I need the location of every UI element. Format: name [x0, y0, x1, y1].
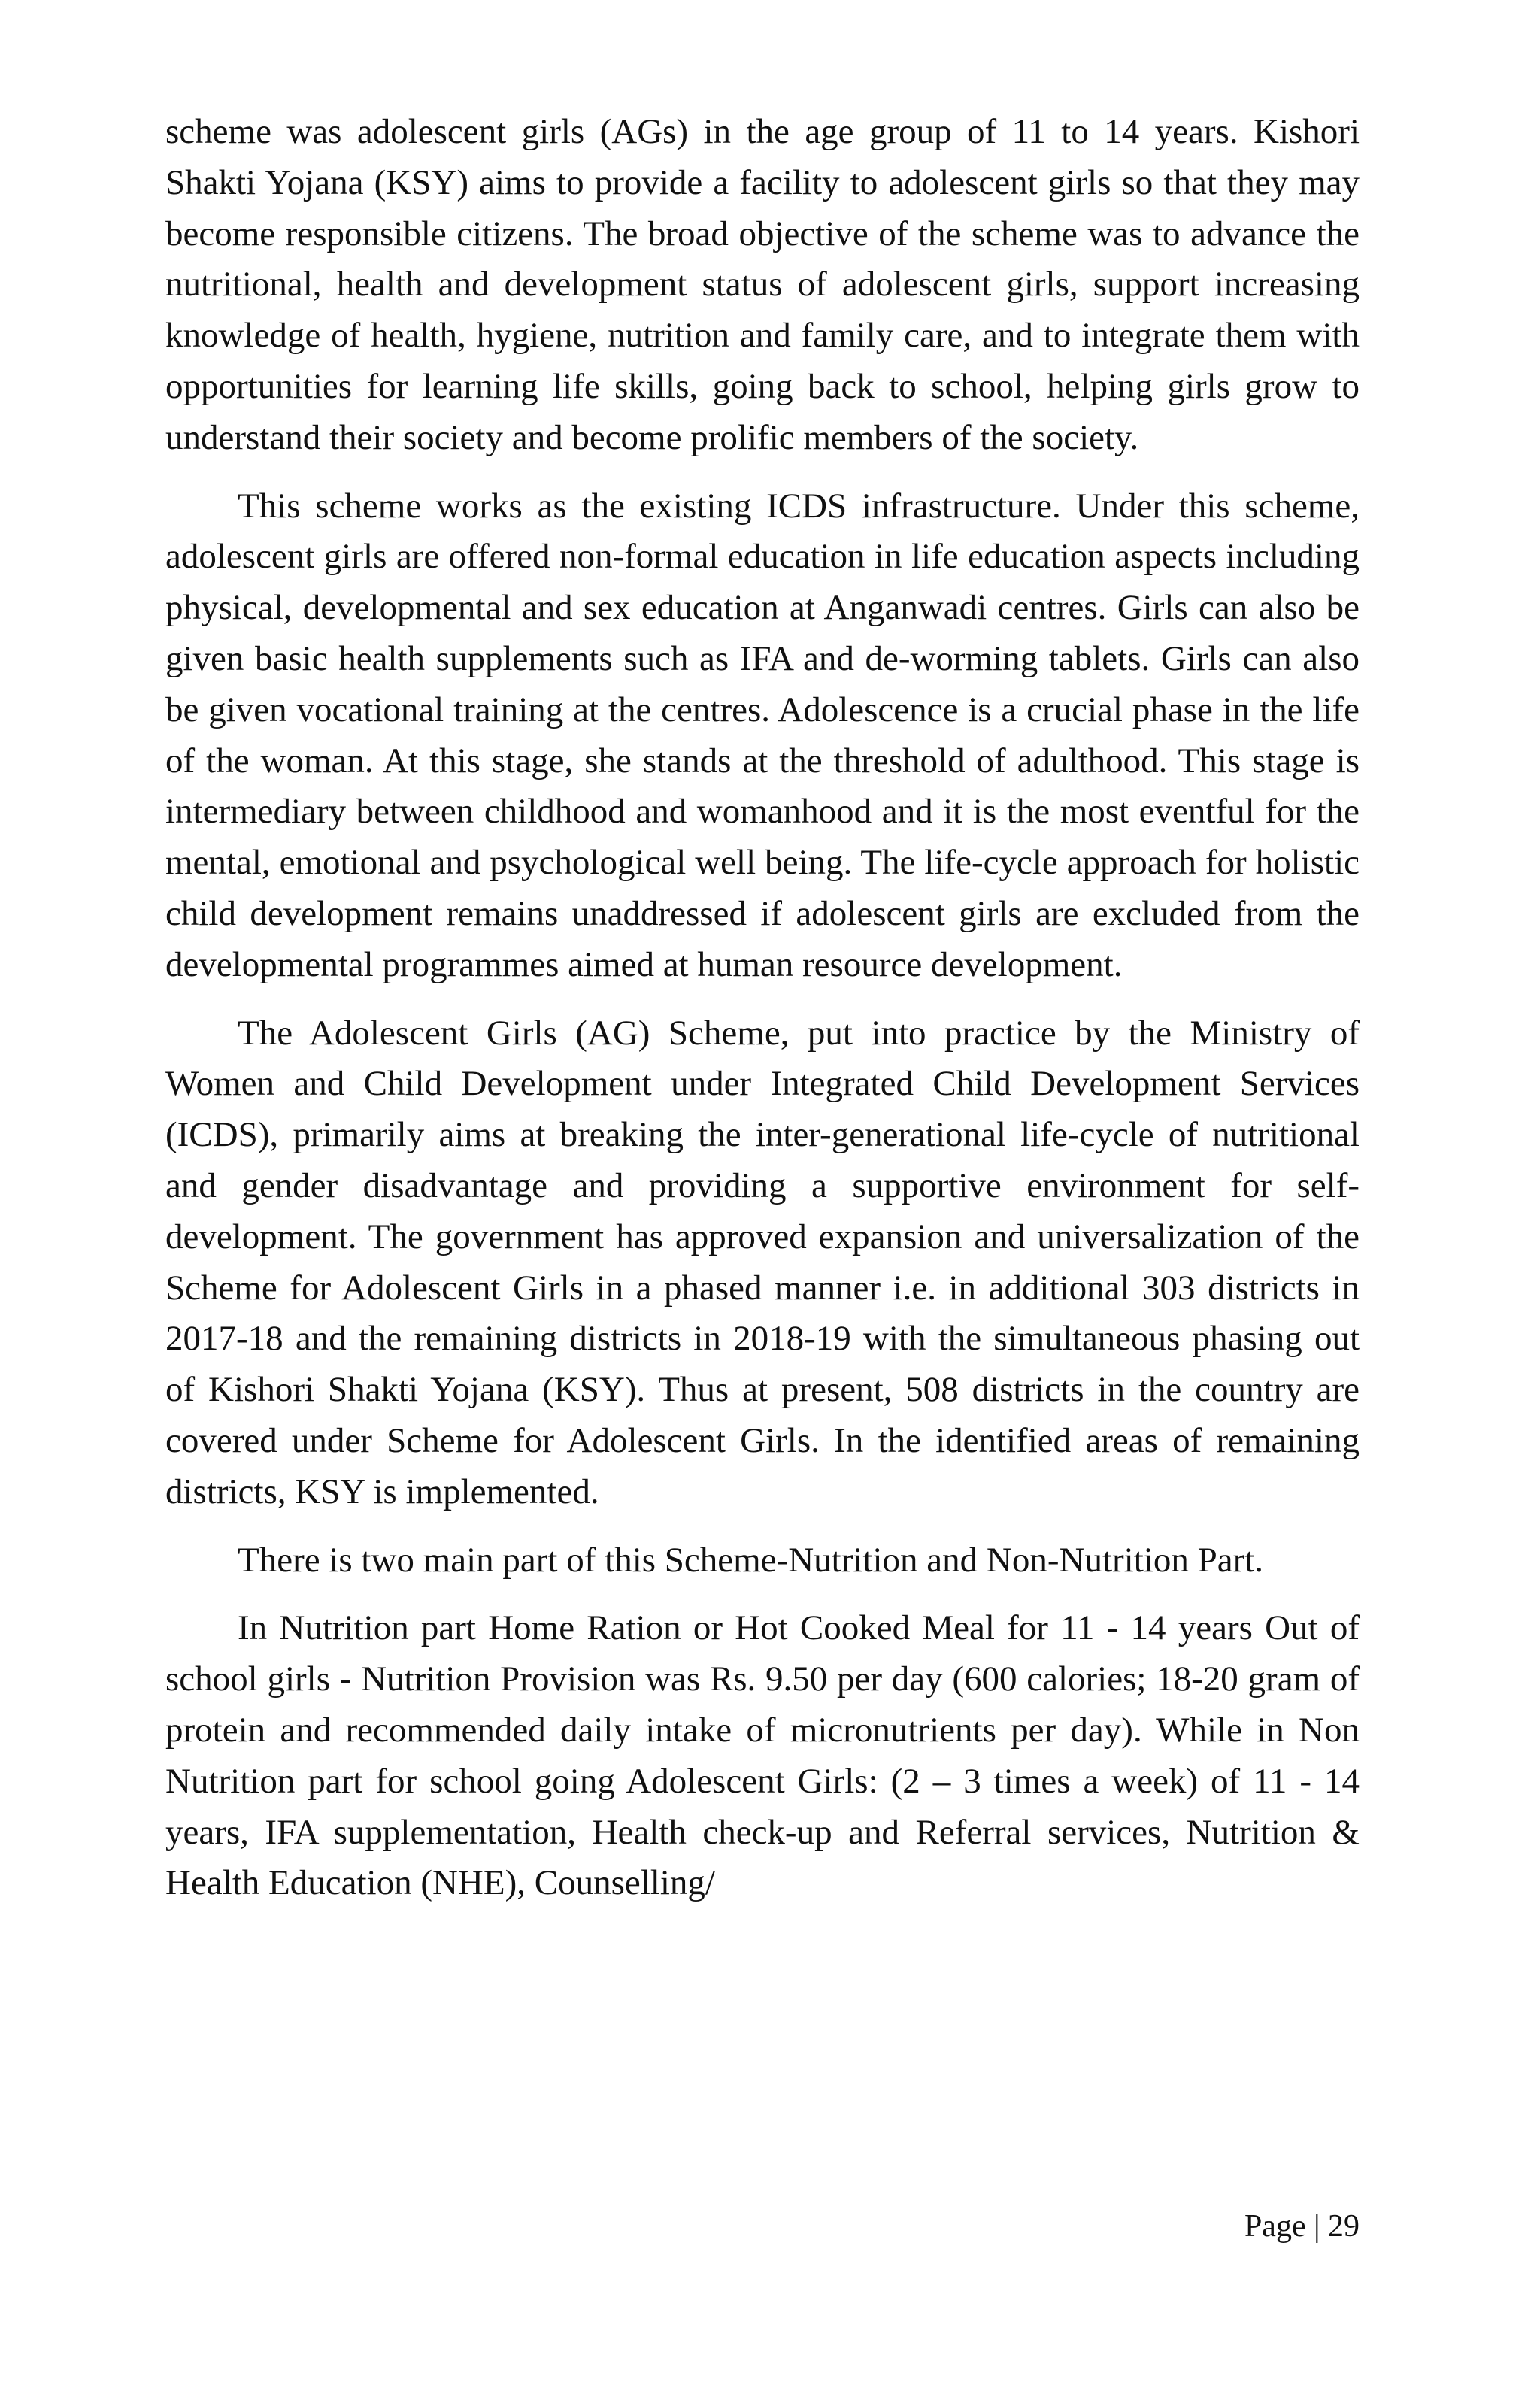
paragraph-two-parts: There is two main part of this Scheme-Nutrition and Non-Nutrition Part. — [238, 1540, 1264, 1580]
body-text — [165, 107, 1360, 1926]
paragraph-icds-infrastructure: This scheme works as the existing ICDS infrastructure. Under this scheme, adolescent girls are offered non-formal education in life education aspects including physical, developmental and sex education at Anganwadi centres. Girls can also be given basic health supplements such as IFA and de-worming tablets. Girls can also be given vocational training at the centres. Adolescence is a crucial phase in the life of the woman. At this stage, she stands at the threshold of adulthood. This stage is intermediary between childhood and womanhood and it is the most eventful for the mental, emotional and psychological well being. The life-cycle approach for holistic child development remains unaddressed if adolescent girls are excluded from the developmental programmes aimed at human resource development. — [165, 486, 1360, 984]
paragraph-nutrition-part: In Nutrition part Home Ration or Hot Cooked Meal for 11 - 14 years Out of school girls - Nutrition Provision was Rs. 9.50 per day (600 calories; 18-20 gram of protein and recommended daily intake of micronutrients per day). While in Non Nutrition part for school going Adolescent Girls: (2 – 3 times a week) of 11 - 14 years, IFA supplementation, Health check-up and Referral services, Nutrition & Health Education (NHE), Counselling/ — [165, 1608, 1360, 1903]
paragraph-ag-scheme: The Adolescent Girls (AG) Scheme, put into practice by the Ministry of Women and Child Development under Integrated Child Development Services (ICDS), primarily aims at breaking the inter-generational life-cycle of nutritional and gender disadvantage and providing a supportive environment for self-development. The government has approved expansion and universalization of the Scheme for Adolescent Girls in a phased manner i.e. in additional 303 districts in 2017-18 and the remaining districts in 2018-19 with the simultaneous phasing out of Kishori Shakti Yojana (KSY). Thus at present, 508 districts in the country are covered under Scheme for Adolescent Girls. In the identified areas of remaining districts, KSY is implemented. — [165, 1013, 1360, 1511]
page-number: Page | 29 — [1244, 2209, 1360, 2244]
paragraph-continuation: scheme was adolescent girls (AGs) in the age group of 11 to 14 years. Kishori Shakti Yojana (KSY) aims to provide a facility to adolescent girls so that they may become responsible citizens. The broad objective of the scheme was to advance the nutritional, health and development status of adolescent girls, support increasing knowledge of health, hygiene, nutrition and family care, and to integrate them with opportunities for learning life skills, going back to school, helping girls grow to understand their society and become prolific members of the society. — [165, 112, 1360, 457]
